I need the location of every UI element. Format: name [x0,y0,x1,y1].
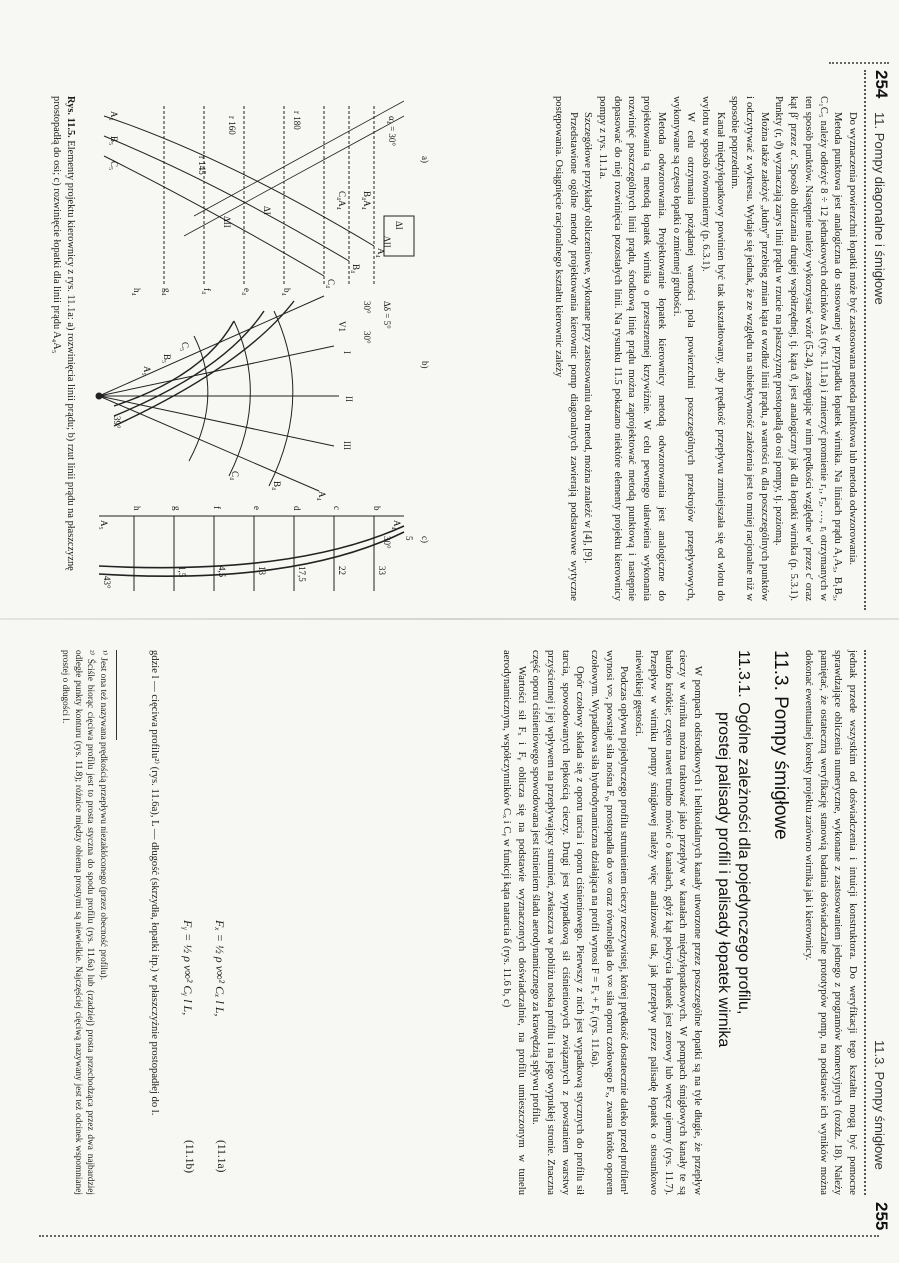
fig-label: B₄ [351,264,361,274]
section-title: 11.3. Pompy śmigłowe [770,650,791,840]
subsection-title-line-1: 11.3.1. Ogólne zależności dla pojedynczego profilu, [735,650,752,1015]
fig-label: A₅ [142,366,152,376]
running-head-left: 11. Pompy diagonalne i śmigłowe [872,112,887,305]
fig-label: ΔII [382,236,392,248]
fig-label: A₄ [317,491,327,501]
equation-number-11-1b: (11.1b) [183,1140,195,1174]
fig-label: r 160 [227,116,237,135]
fig-label: C₄A₄ [337,191,347,210]
left-text-column [550,96,859,601]
formula-11-1b: Fᵧ = ½ ρ v∞² Cᵧ l L, [181,920,195,1016]
fig-label: A₅ [109,111,119,121]
paragraph: Można także założyć „łudny” przebieg zmian kąta α wzdłuż linii prądu, a wartości αᵢ dla poszczególnych punktów i odczytywać z wykresu. Wydaje się jednak, że ze względu na subiektywność założenia jest to mniej racjonalne niż w sposobie poprzednim. [729,96,770,601]
fig-label: 30° [362,331,372,344]
paragraph: W celu otrzymania pożądanej wartości pola powierzchni poszczególnych przekrojów przepływowych, wykonywane są często łopatki o zmiennej grubości. [670,96,697,601]
fig-label: ΔI [262,206,272,215]
streamline-a4a5 [104,116,374,246]
fig-label: f₄ [202,288,212,295]
fig-label: C₅ [180,342,190,352]
paragraph: Podczas opływu pojedynczego profilu strumieniem cieczy rzeczywistej, której prędkość dostatecznie daleko przed profilem¹ wynosi v∞, powstaje siła nośna Fᵧ, prostopadła do v∞ oraz równoległa do v∞ siła oporu czołowego Fₓ, zwana krótko oporem czołowym. Wypadkowa siła hydrodynamiczna działająca na profil wynosi F = Fₓ + Fᵧ (rys. 11.6a). [589,650,630,1195]
paragraph: Wartości sił Fₓ i Fᵧ oblicza się na podstawie wyznaczonych doświadczalnie, na profilu umieszczonym w tunelu aerodynamicznym, współczynników Cₓ i Cᵧ w funkcji kąta natarcia δ (rys. 11.6 b, c) [500,650,527,1195]
header-rule-right [864,650,866,1195]
fig-label: II [344,396,354,402]
footnote-rule [116,650,117,740]
right-intro-text [800,650,859,1195]
margin-dots-left [829,62,889,64]
fig-label: A₄ [376,248,386,258]
fig-label: 43° [102,576,112,589]
caption-text: Elementy projektu kierownicy z rys. 11.1a: a) rozwinięcia linii prądu; b) rzut linii prądu na płaszczyznę prostopadłą do osi; c) rozwinięcie łopatki dla linii prądu A₄A₅ [51,96,76,571]
figure-11-5 [84,96,444,601]
fig-label: 17,5 [297,566,307,582]
paragraph: Do wyznaczenia powierzchni łopatki może być zastosowana metoda punktowa lub metoda odwzorowania. [847,112,858,566]
fig-label: g [172,506,182,511]
paragraph: Kanał międzyłopatkowy powinien być tak ukształtowany, aby prędkość przepływu zmniejszała się od wlotu do wylotu w sposób równomierny (p. 6.3.1). [699,96,726,601]
running-head-right: 11.3. Pompy śmigłowe [872,1040,887,1170]
fig-label: I [342,351,352,354]
fig-label: A₅ [99,520,109,530]
fig-label: d [292,506,302,511]
fig-label: g₄ [162,288,172,296]
subsection-title [713,650,753,1195]
fig-label: 33 [377,566,387,575]
formula-11-1a: Fₓ = ½ ρ v∞² Cₓ l L, [213,920,227,1017]
streamline-c4c5 [104,156,324,276]
paragraph: Przedstawione ogólne metody projektowania kierownic pomp diagonalnych zawierają podstawowe wytyczne postępowania. Osiągnięcie racjonalnego kształtu kierownic zależy [552,96,579,601]
page-number-right: 255 [872,1202,891,1231]
paragraph: Metoda odwzorowania. Projektowanie łopatek kierownicy metodą odwzorowania jest analogiczne do projektowania tą metodą łopatek wirnika o przestrzennej krzywiźnie. W celu pewnego ułatwienia wykonania rozwinięć poszczególnych linii prądu, środkową linię prądu można zaprojektować metodą punktową i następnie dopasować do niej rozwinięcia pozostałych linii. Na rysunku 11.5 pokazano niektóre elementy projektu kierownicy pompy z rys. 11.1a. [597,96,667,601]
paragraph: Opór czołowy składa się z oporu tarcia i oporu ciśnieniowego. Pierwszy z nich jest wypadkową stycznych do profilu sił tarcia, spowodowanych lepkością cieczy. Drugi jest wypadkową sił ciśnieniowych związanych z powstaniem warstwy przyściennej i jej wpływem na przepływający strumień, zwłaszcza w pobliżu noska profilu i na jego wypukłej stronie. Znaczna część oporu ciśnieniowego spowodowana jest istnieniem śladu aerodynamicznego za krawędzią spływu profilu. [530,650,586,1195]
fig-label: r 180 [292,111,302,130]
caption-title: Rys. 11.5. [65,96,76,138]
fig-label: B₅ [109,136,119,146]
fig-label: f [212,506,222,509]
panel-label-c: c) [420,536,430,543]
after-formula-text [146,650,161,1195]
panel-label-a: a) [420,156,430,163]
fig-label: 5 [404,536,414,541]
fig-label: e [252,506,262,510]
footnote-2: ²⁾ Ściśle biorąc cięciwa profilu jest to prosta styczna do spodu profilu (rys. 11.6a) lub (rzadziej) prosta przechodząca przez dwa najbardziej odległe punkty konturu (rys. 11.8); różnice między obiema prostymi są niewielkie. Najczęściej cięciwą nazywany jest też odcinek wspomnianej prostej o długości l. [60,650,96,1195]
panel-label-b: b) [420,361,430,369]
fig-label: V1 [337,321,347,332]
fig-label: 1,5 [177,566,187,578]
paragraph: W pompach odśrodkowych i helikoidalnych kanały utworzone przez poszczególne łopatki są na tyle długie, że przepływ cieczy w wirniku można traktować jako przepływ w kanałach międzyłopatkowych. W pompach śmigłowych kanały te są bardzo krótkie; często nawet trudno mówić o kanałach, gdyż kąt pokrycia łopatek jest zerowy lub wręcz ujemny (rys. 11.7). Przepływ w wirniku pompy śmigłowej należy więc analizować tak, jak przepływ przez palisadę łopatek o stosunkowo niewielkiej gęstości. [633,650,703,1195]
paragraph: jednak przede wszystkim od doświadczenia i intuicji konstruktora. Do weryfikacji tego kształtu mogą być pomocne sprawdzające obliczenia numeryczne, wykonane z zastosowaniem jednego z programów komercyjnych (rozdz. 18). Należy pamiętać, że ostateczną weryfikację stanowią badania doświadczalne prototypów pomp, na podstawie ich wyników można dokonać ewentualnej korekty projektu zarówno wirnika jak i kierownicy. [802,650,858,1195]
fig-label: h₄ [132,288,142,296]
fig-label: B₄ [272,481,282,491]
fig-label: A₄ [392,520,402,530]
paragraph: gdzie l — cięciwa profilu²⁾ (rys. 11.6a), L — długość (skrzydła, łopatki itp.) w płaszczyźnie prostopadłej do l. [149,650,160,1116]
subsection-title-line-2: prostej palisady profili i palisady łopatek wirnika [715,712,732,1048]
equation-number-11-1a: (11.1a) [215,1140,227,1173]
fig-label: C₄ [326,279,336,289]
header-rule-left [864,70,866,610]
right-text-column [498,650,704,1195]
fig-label: 30° [382,536,392,549]
paragraph: Szczegółowe przykłady obliczeniowe, wykonane przy zastosowaniu obu metod, można znaleźć w [4], [9]. [582,112,594,564]
fig-label: h [132,506,142,511]
fig-label: α₄ = 30° [387,116,397,147]
fig-label: C₄ [230,471,240,481]
margin-dots-right [39,1235,879,1237]
fig-label: 13 [257,566,267,575]
paragraph: Metoda punktowa jest analogiczna do stosowanej w przypadku łopatek wirnika. Na liniach prądu A₁A₅, B₁B₅, C₁C₅ należy odłożyć 8 ÷ 12 jednakowych odcinków Δs (rys. 11.1a) i zmierzyć promienie r₁, r₂, …, rᵢ otrzymanych w ten sposób punktów. Następnie należy wykorzystać wzór (5.24), zastępując w nim prędkości względne w′ przez c′ oraz kąt β′ przez α′. Sposób obliczania drugiej współrzędnej, tj. kąta ϑ, jest analogiczny jak dla łopatki wirnika (p. 5.3.1). Punkty (r, ϑ) wyznaczają zarys linii prądu w rzucie na płaszczyznę prostopadłą do osi pompy, tj. poziomą. [773,96,844,601]
fig-label: r 145 [197,156,207,175]
fig-label: III [342,441,352,450]
fig-label: 4,5 [217,566,227,578]
fig-label: c [332,506,342,510]
fig-label: ΔII [222,216,232,228]
figure-caption [49,96,77,601]
page-number-left: 254 [872,70,891,99]
footnotes [59,650,109,1195]
fig-label: b [372,506,382,511]
book-spine [0,618,899,620]
fig-label: B₅ [162,354,172,364]
fig-label: b₄ [282,288,292,296]
fig-label: B₄A₄ [362,191,372,210]
fig-label: 22 [337,566,347,575]
fig-label: 30° [362,301,372,314]
fig-label: ΔI [394,221,404,230]
fig-label: C₅ [109,161,119,171]
fig-label: e₄ [242,288,252,296]
footnote-1: ¹⁾ Jest ona też nazywana prędkością przepływu niezakłóconego (przez obecność profilu). [98,650,108,981]
fig-label: Δδ = 5° [382,301,392,329]
fig-label: 39° [112,416,122,429]
